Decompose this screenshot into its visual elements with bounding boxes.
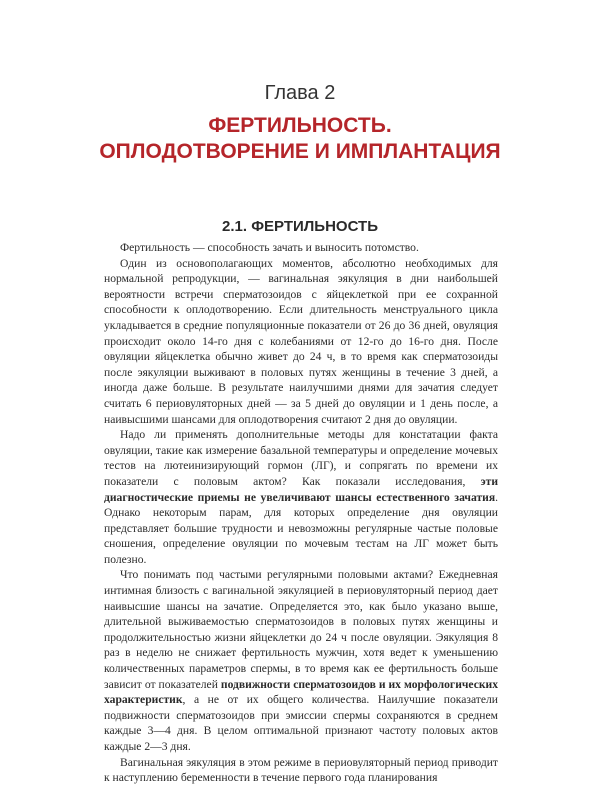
paragraph-ovulation-tests-text-a: Надо ли применять дополнительные методы для констатации факта овуляции, такие как измерение базальной температуры и определение мочевых тестов на лютеинизирующий гормон (ЛГ), и сопрягать по времени их показатели с половым актом? Как показали исследования,	[104, 428, 498, 488]
body-text	[104, 240, 498, 786]
chapter-title-line-1: ФЕРТИЛЬНОСТЬ.	[208, 114, 392, 137]
chapter-title-line-2: ОПЛОДОТВОРЕНИЕ И ИМПЛАНТАЦИЯ	[99, 140, 501, 163]
paragraph-ovulation-tests-emphasis: эти диагностические приемы не увеличивают шансы естественного зачатия	[104, 474, 498, 504]
paragraph-intercourse-frequency	[104, 567, 498, 754]
paragraph-frequency-text-b: , а не от их общего количества. Наилучшие показатели подвижности сперматозоидов при эмиссии спермы сохраняются в среднем каждые 3—4 дня. В целом оптимальной признают частоту половых актов каждые 2—3 дня.	[104, 693, 498, 753]
paragraph-definition: Фертильность — способность зачать и выносить потомство.	[120, 241, 419, 254]
section-heading: 2.1. ФЕРТИЛЬНОСТЬ	[222, 218, 378, 235]
paragraph-ovulation-tests-text-b: . Однако некоторым парам, для которых определение дня овуляции представляет большие трудности и невозможны регулярные частые половые сношения, определение овуляции по мочевым тестам на ЛГ может быть полезно.	[104, 490, 498, 566]
paragraph-frequency-text-a: Что понимать под частыми регулярными половыми актами? Ежедневная интимная близость с вагинальной эякуляцией в периовуляторный период дает наивысшие шансы на зачатие. Определяется это, как было указано выше, длительной выживаемостью сперматозоидов в половых путях женщины и продолжительностью жизни яйцеклетки до 24 ч после овуляции. Эякуляция 8 раз в неделю не снижает фертильность мужчин, хотя ведет к уменьшению количественных параметров спермы, в то время как ее фертильность больше зависит от показателей	[104, 568, 498, 691]
chapter-title	[0, 113, 600, 165]
chapter-label: Глава 2	[264, 82, 336, 104]
paragraph-pregnancy-outcome: Вагинальная эякуляция в этом режиме в периовуляторный период приводит к наступлению беременности в течение первого года планирования	[104, 755, 498, 785]
paragraph-frequency-emphasis: подвижности сперматозоидов и их морфологических характеристик	[104, 677, 498, 707]
paragraph-ovulation-tests	[104, 427, 498, 567]
paragraph-fertile-window: Один из основополагающих моментов, абсолютно необходимых для нормальной репродукции, — вагинальная эякуляция в дни наибольшей вероятности встречи сперматозоидов с яйцеклеткой при ее сохранной способности к оплодотворению. Если длительность менструального цикла укладывается в средние популяционные показатели от 26 до 36 дней, овуляция происходит около 14-го дня с колебаниями от 12-го до 16-го дня. После овуляции яйцеклетка обычно живет до 24 ч, в то время как сперматозоиды после эякуляции выживают в половых путях женщины в течение 3 дней, а иногда даже больше. В результате наилучшими днями для зачатия следует считать 6 периовуляторных дней — за 5 дней до овуляции и 1 день после, а наивысшими шансами для оплодотворения считают 2 дня до овуляции.	[104, 256, 498, 426]
